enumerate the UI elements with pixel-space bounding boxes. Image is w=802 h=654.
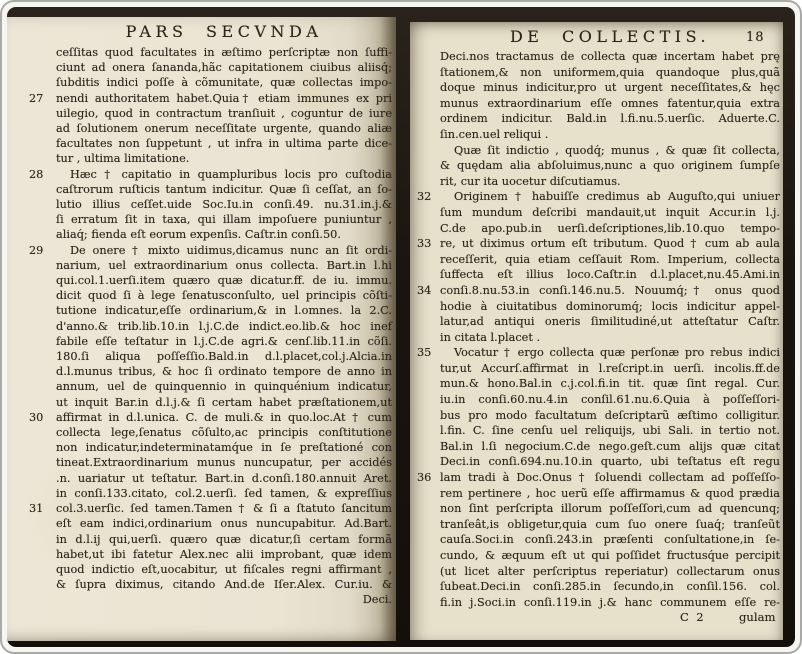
line-text: tutione indicatur,eſſe ordinarium,& in l.omnes. la 2.C. <box>56 304 392 318</box>
right-page <box>410 22 783 640</box>
line-text: Deci.nos tractamus de collecta quæ incertam habet prę <box>440 50 780 63</box>
line-text: col.3.uerſic. ſed tamen.Tamen † & ſi a ſtatuto ſancitum <box>56 502 392 516</box>
line-text: d'anno.& trib.lib.10.in l.j.C.de indict.eo.lib.& hoc inef <box>56 319 392 333</box>
text-line <box>440 299 780 315</box>
text-line <box>56 136 392 151</box>
text-line <box>56 395 392 410</box>
line-text: Hæc † capitatio in quampluribus locis pro cuſtodia <box>70 167 392 181</box>
line-text: in d.l.ij qui,uerſi. quæro quæ dicatur,ſi certam formã <box>56 532 392 546</box>
text-line <box>56 45 392 60</box>
line-text: fabile eſſe teſtatur in l.j.C.de agri.& cenſ.lib.11.in cõſi. <box>56 334 392 348</box>
line-text: non ſint perſcripta illorum poſſeſſori,cum ad quencunq; <box>440 502 780 516</box>
line-text: Quæ ſit indictio , quodq́; munus , & quæ ſit collecta, <box>454 143 780 157</box>
text-line <box>440 517 780 533</box>
line-text: iu.in conſi.60.nu.4.in conſil.61.nu.6.Quia à poſſeſſori- <box>440 393 780 407</box>
line-text: tur,ut Accurſ.affirmat in l.reſcript.in uerſi. incolis.ff.de <box>440 361 780 375</box>
text-line <box>440 127 780 143</box>
text-line <box>56 258 392 273</box>
line-text: d.l.munus tribus, & hoc ſi ordinato tempore de anno in <box>56 365 392 379</box>
margin-number: 27 <box>29 91 44 105</box>
text-line <box>56 288 392 303</box>
text-line <box>440 579 780 595</box>
text-line <box>417 236 780 252</box>
left-page <box>7 17 396 641</box>
text-line <box>56 349 392 364</box>
line-text: narium, uel extraordinarium onus collecta. Bart.in l.hi <box>56 258 392 272</box>
line-text: uilegio, quod in contractum tranſiuit , coguntur de iure <box>56 106 392 120</box>
margin-number: 28 <box>29 167 44 181</box>
margin-number: 33 <box>417 237 432 251</box>
margin-number: 32 <box>417 190 432 204</box>
line-text: hodie à ciuitatibus dominorumq́; locis indicitur appel- <box>440 299 780 313</box>
line-text: ad ſolutionem onerum neceſſitate urgente, quando aliæ <box>56 122 392 136</box>
line-text: facultates non ſuppetunt , ut infra in ultima parte dice- <box>56 137 392 151</box>
line-text: in conſi.133.citato, col.2.uerſi. ſed tamen, & expreſſius <box>56 486 392 500</box>
line-text: habet,ut ibi fatetur Alex.nec alii improbant, quæ idem <box>56 547 392 561</box>
text-line <box>56 471 392 486</box>
text-line <box>440 595 780 611</box>
line-text: qui.col.1.uerſi.item quæro quæ dicatur.ff. de iu. immu. <box>56 274 392 288</box>
catchword: gulam <box>739 610 776 624</box>
text-line <box>440 330 780 346</box>
line-text: ſtationem,& non uniformem,quia quandoque plus,quã <box>440 65 780 79</box>
text-line <box>440 486 780 502</box>
line-text: eſt eam indici,ordinarium onus nuncupabitur. Ad.Bart. <box>56 517 392 531</box>
text-line <box>56 334 392 349</box>
line-text: De onere † mixto uidimus,dicamus nunc an ſit ordi- <box>70 243 392 257</box>
scan-area <box>7 7 795 647</box>
line-text: Originem † habuiſſe credimus ab Auguſto,qui uniuer <box>454 190 780 204</box>
line-text: ceſſitas quod facultates in æſtimo perſcriptæ non ſuffi- <box>56 46 392 59</box>
text-line <box>417 189 780 205</box>
line-text: Deci. <box>362 593 392 607</box>
line-text: affirmat in d.l.unica. C. de muli.& in quo.loc.At † cum <box>56 410 392 424</box>
text-line <box>56 486 392 501</box>
text-line <box>56 60 392 75</box>
right-text-block <box>417 49 780 610</box>
line-text: tur , ultima limitatione. <box>56 152 190 166</box>
line-text: cauſa.Soci.in conſi.243.in præſenti conſultatione,in ſe- <box>440 533 780 547</box>
text-line <box>440 80 780 96</box>
text-line <box>56 197 392 212</box>
text-line <box>440 439 780 455</box>
line-text: mun.& hono.Bal.in c.j.col.fi.in tit. quæ ſint regal. Cur. <box>440 377 780 391</box>
line-text: ciunt ad onera ſananda,hãc capitationem ciuibus aliisq́; <box>56 61 392 75</box>
text-line <box>440 111 780 127</box>
line-text: doque minus indicitur,pro ut urgent neceſſitates,& hęc <box>440 81 780 95</box>
line-text: ſubeat.Deci.in conſi.285.in ſecundo,in conſil.156. col. <box>440 580 780 594</box>
text-line <box>56 425 392 440</box>
text-line <box>440 221 780 237</box>
text-line <box>440 564 780 580</box>
line-text: latur,ad antiqui oneris ſimilitudiné,ut atteſtatur Caſtr. <box>440 315 780 329</box>
right-running-head <box>440 27 780 46</box>
line-text: conſi.8.nu.53.in conſi.146.nu.5. Nouumq́;† onus quod <box>440 283 780 297</box>
text-line <box>56 592 392 607</box>
line-text: nendi authoritatem habet.Quia† etiam immunes ex pri <box>56 91 392 105</box>
line-text: lam tradi à Doc.Onus † ſoluendi collectam ad poſſeſſo- <box>440 471 780 485</box>
line-text: Bal.in l.ſi negocium.C.de nego.geſt.cum alijs quæ citat <box>440 439 780 453</box>
text-line <box>56 75 392 90</box>
text-line <box>56 440 392 455</box>
text-line <box>440 532 780 548</box>
text-line <box>56 182 392 197</box>
text-line <box>440 392 780 408</box>
page-number: 18 <box>746 30 765 45</box>
line-text: collecta lege,ſenatus cõſulto,ac principis conſtitutione <box>56 426 392 440</box>
text-line <box>440 49 780 65</box>
line-text: dicit quod ſi à lege ſenatusconſulto, uel principis cõſti- <box>56 289 392 303</box>
text-line <box>56 577 392 592</box>
text-line <box>29 167 392 182</box>
margin-number: 36 <box>417 471 432 485</box>
line-text: annum, uel de quinquennio in quinquénium indicatur, <box>56 380 392 394</box>
text-line <box>440 158 780 174</box>
line-text: fi.in j.Soci.in conſi.119.in j.& hanc communem eſſe re- <box>440 595 780 609</box>
line-text: Vocatur † ergo collecta quæ perſonæ pro rebus indici <box>454 346 780 360</box>
text-line <box>440 408 780 424</box>
text-line <box>56 516 392 531</box>
text-line <box>440 205 780 221</box>
line-text: ſi erratum ſit in taxa, qui illam impoſuere puniuntur , <box>56 213 392 227</box>
text-line <box>56 532 392 547</box>
line-text: aliaq́; fienda eſt eorum expenſis. Caſtr.in conſi.50. <box>56 228 341 242</box>
text-line <box>440 548 780 564</box>
line-text: ſin.cen.uel reliqui . <box>440 127 549 141</box>
line-text: & ſupra diximus, citando And.de Iſer.Alex. Cur.iu. & <box>56 578 392 592</box>
line-text: ſubditis indici poſſe à cõmunitate, quæ collectas impo- <box>56 76 392 90</box>
line-text: caſtrorum ruſticis tantum indicitur. Quæ ſi ceſſat, an ſo- <box>56 182 392 196</box>
right-header-text: DE COLLECTIS. <box>509 27 711 46</box>
left-text-block <box>29 45 392 608</box>
text-line <box>440 252 780 268</box>
text-line <box>56 151 392 166</box>
line-text: (ut licet alter perſcriptus reperiatur) collectarum onus <box>440 564 780 578</box>
text-line <box>56 212 392 227</box>
text-line <box>56 562 392 577</box>
line-text: ordinem indicitur. Bald.in l.fi.nu.5.uerſic. Aduerte.C. <box>440 112 780 126</box>
text-line <box>417 345 780 361</box>
text-line <box>56 303 392 318</box>
line-text: & quędam alia abſoluimus,nunc a quo originem ſumpſe <box>440 159 780 173</box>
text-line <box>440 454 780 470</box>
text-line <box>440 267 780 283</box>
text-line <box>440 361 780 377</box>
text-line <box>56 547 392 562</box>
text-line <box>56 106 392 121</box>
text-line <box>56 379 392 394</box>
margin-number: 30 <box>29 410 44 424</box>
line-text: tranſeât,is obligetur,quia cum ſuo onere ſuaq́; tranſeũt <box>440 517 780 531</box>
text-line <box>440 501 780 517</box>
line-text: munus extraordinarium eſſe omnes fatentur,quia extra <box>440 96 780 110</box>
line-text: rem pertinere , hoc uerũ eſſe affirmamus & quod prædia <box>440 486 780 500</box>
line-text: ſuffecta eſt illius loco.Caſtr.in d.l.placet,nu.45.Ami.in <box>440 268 780 282</box>
line-text: tineat.Extraordinarium munus nuncupatur, per accidés <box>56 456 392 470</box>
line-text: cundo, & æquum eſt ut qui poſſidet fructusq́ue percipit <box>440 549 780 562</box>
text-line <box>440 376 780 392</box>
text-line <box>56 319 392 334</box>
line-text: Deci.in conſi.694.nu.10.in quarto, ubi teſtatus eſt regu <box>440 455 780 469</box>
line-text: bus pro modo facultatum deſcriptarũ æſtimo colligitur. <box>440 408 780 422</box>
text-line <box>56 121 392 136</box>
line-text: in citata l.placet . <box>440 330 541 344</box>
line-text: 180.ſi aliqua poſſeſſio.Bald.in d.l.placet,col.j.Alcia.in <box>56 350 392 364</box>
left-running-head: PARS SECVNDA <box>125 22 323 41</box>
text-line <box>56 227 392 242</box>
text-line <box>440 423 780 439</box>
text-line <box>29 91 392 106</box>
margin-number: 31 <box>29 502 44 516</box>
line-text: ut inquit Bar.in d.l.j.& ſi certam habet præſtationem,ut <box>56 395 392 409</box>
margin-number: 35 <box>417 346 432 360</box>
text-line <box>440 96 780 112</box>
text-line <box>417 283 780 299</box>
margin-number: 34 <box>417 283 432 297</box>
line-text: quod indictio eſt,uocabitur, ut fiſcales regni affirmant , <box>56 562 392 576</box>
margin-number: 29 <box>29 243 44 257</box>
text-line <box>440 174 780 190</box>
text-line <box>417 470 780 486</box>
text-line <box>440 314 780 330</box>
line-text: ſum mundum deſcribi mandauit,ut inquit Accur.in l.j. <box>440 205 780 219</box>
text-line <box>440 65 780 81</box>
text-line <box>29 243 392 258</box>
text-line <box>56 273 392 288</box>
text-line <box>29 410 392 425</box>
line-text: C.de apo.pub.in uerſi.deſcriptiones,lib.10.quo tempo- <box>440 221 780 235</box>
text-line <box>56 364 392 379</box>
line-text: l.fin. C. ſine cenſu uel reliquijs, ubi Sali. in tertio not. <box>440 424 780 438</box>
signature-mark: C 2 <box>680 610 704 624</box>
text-line <box>440 143 780 159</box>
line-text: lutio illius ceſſet.uide Soc.Iu.in conſi.49. nu.31.in.j.& <box>56 198 392 212</box>
line-text: rit, cur ita uocetur diſcutiamus. <box>440 174 621 188</box>
text-line <box>29 501 392 516</box>
line-text: re, ut diximus ortum eſt tributum. Quod † cum ab aula <box>440 237 780 251</box>
line-text: .n. uariatur ut teſtatur. Bart.in d.conſi.180.annuit Aret. <box>56 471 392 485</box>
line-text: receſſerit, quia etiam ceſſauit Rom. Imperium, collecta <box>440 252 780 266</box>
text-line <box>56 455 392 470</box>
line-text: non indicatur,indeterminatamq́ue in ſe preſtationé con <box>56 441 392 455</box>
